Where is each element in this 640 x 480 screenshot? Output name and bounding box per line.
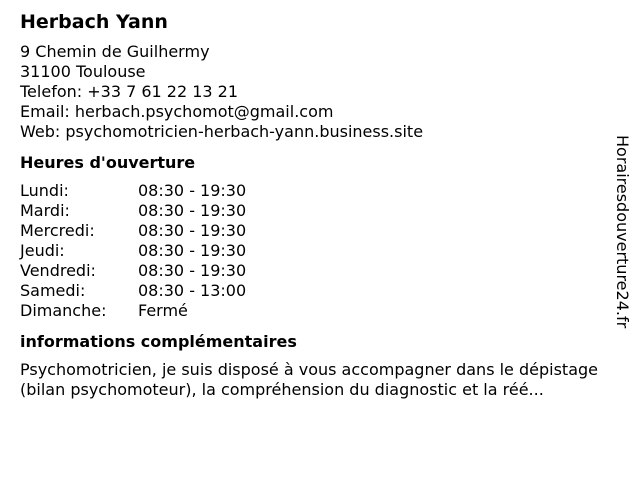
phone-number: Telefon: +33 7 61 22 13 21 <box>20 82 239 101</box>
day-label: Samedi: <box>20 281 86 300</box>
day-label: Lundi: <box>20 181 69 200</box>
address-city: 31100 Toulouse <box>20 62 146 81</box>
hours-row-thursday <box>20 241 620 261</box>
time-range: 08:30 - 19:30 <box>138 241 247 260</box>
day-label: Dimanche: <box>20 301 107 320</box>
time-range: 08:30 - 13:00 <box>138 281 247 300</box>
email-address: Email: herbach.psychomot@gmail.com <box>20 102 334 121</box>
business-name: Herbach Yann <box>20 11 168 33</box>
website-url: Web: psychomotricien-herbach-yann.business.site <box>20 122 424 141</box>
day-label: Mardi: <box>20 201 70 220</box>
hours-row-monday <box>20 181 620 201</box>
day-label: Mercredi: <box>20 221 95 240</box>
day-label: Jeudi: <box>20 241 65 260</box>
hours-row-friday <box>20 261 620 281</box>
time-range: Fermé <box>138 301 188 320</box>
watermark-text: Horairesdouverture24.fr <box>613 135 632 329</box>
hours-row-wednesday <box>20 221 620 241</box>
address-street: 9 Chemin de Guilhermy <box>20 42 210 61</box>
time-range: 08:30 - 19:30 <box>138 261 247 280</box>
hours-row-saturday <box>20 281 620 301</box>
day-label: Vendredi: <box>20 261 96 280</box>
hours-row-sunday <box>20 301 620 321</box>
additional-info-heading: informations complémentaires <box>20 332 297 351</box>
time-range: 08:30 - 19:30 <box>138 201 247 220</box>
opening-hours-heading: Heures d'ouverture <box>20 153 196 172</box>
business-description: Psychomotricien, je suis disposé à vous accompagner dans le dépistage (bilan psychomoteur), la compréhension du diagnostic et la réé... <box>20 360 598 399</box>
business-info <box>20 8 620 400</box>
time-range: 08:30 - 19:30 <box>138 181 247 200</box>
hours-row-tuesday <box>20 201 620 221</box>
time-range: 08:30 - 19:30 <box>138 221 247 240</box>
